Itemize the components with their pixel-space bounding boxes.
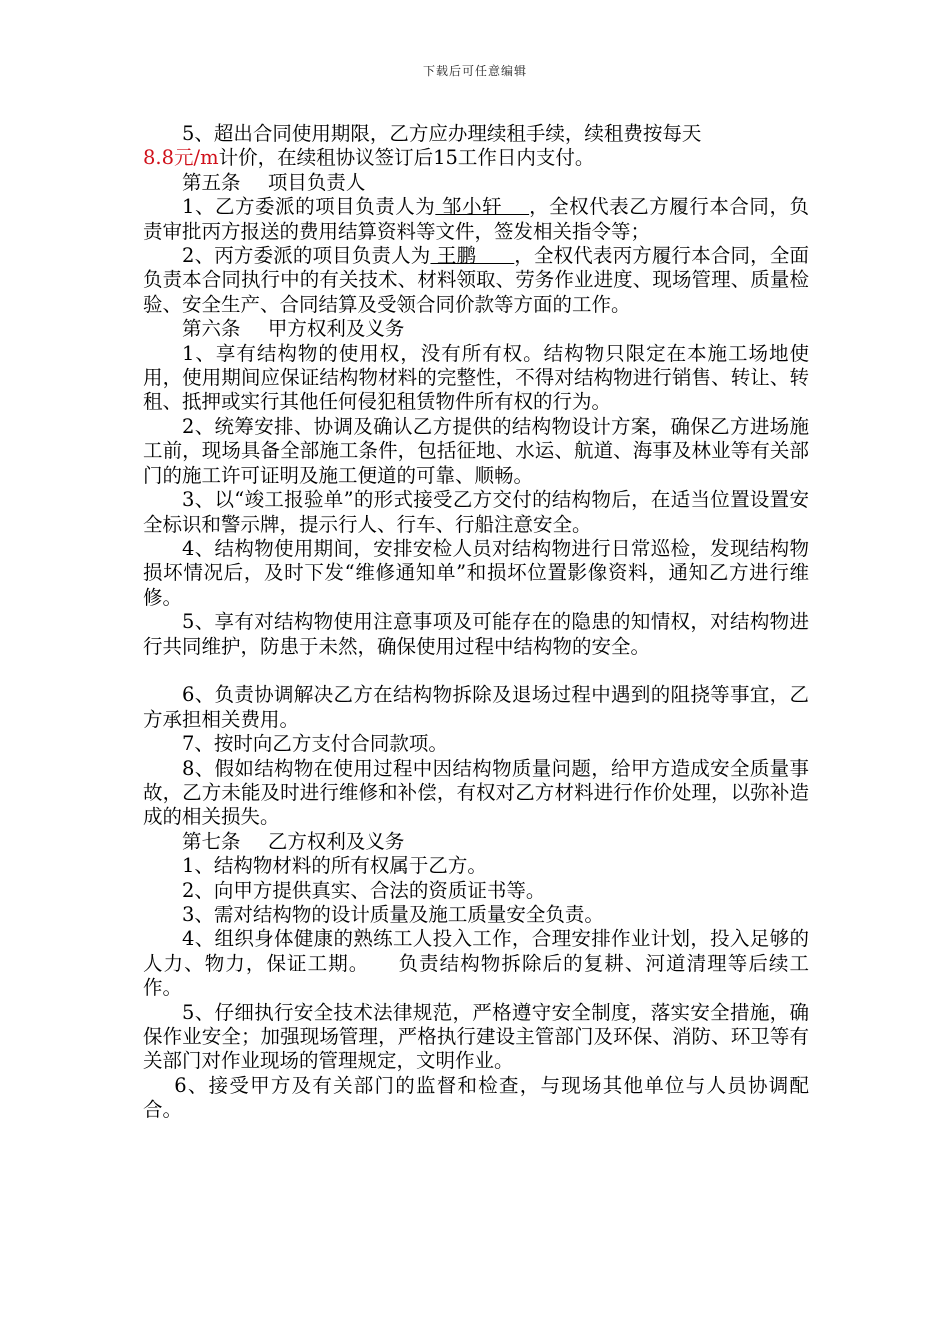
article-5-heading: 第五条 项目负责人 bbox=[182, 170, 366, 194]
article-7-item: 5、仔细执行安全技术法律规范，严格遵守安全制度，落实安全措施，确保作业安全；加强现场管理，严格执行建设主管部门及环保、消防、环卫等有关部门对作业现场的管理规定，文明作业。 bbox=[143, 1000, 809, 1073]
article-7-item: 6、接受甲方及有关部门的监督和检查，与现场其他单位与人员协调配合。 bbox=[143, 1073, 809, 1122]
article-7-item: 2、向甲方提供真实、合法的资质证书等。 bbox=[182, 878, 546, 902]
clause-renewal: 5、超出合同使用期限，乙方应办理续租手续，续租费按每天 8.8元/m计价，在续租协议签订后15工作日内支付。 bbox=[143, 122, 702, 170]
article-6-item: 3、以“竣工报验单”的形式接受乙方交付的结构物后，在适当位置设置安全标识和警示牌，提示行人、行车、行船注意安全。 bbox=[143, 488, 809, 536]
article-7-item: 3、需对结构物的设计质量及施工质量安全负责。 bbox=[182, 902, 604, 926]
article-7-item: 4、组织身体健康的熟练工人投入工作，合理安排作业计划，投入足够的人力、物力，保证工期。 负责结构物拆除后的复耕、河道清理等后续工作。 bbox=[143, 927, 809, 1000]
article-5-item-1: 1、乙方委派的项目负责人为 邹小轩 ，全权代表乙方履行本合同，负责审批丙方报送的费用结算资料等文件，签发相关指令等； bbox=[143, 195, 809, 243]
article-5-item-2: 2、丙方委派的项目负责人为 王鹏 ，全权代表丙方履行本合同，全面负责本合同执行中的有关技术、材料领取、劳务作业进度、现场管理、质量检验、安全生产、合同结算及受领合同价款等方面的工作。 bbox=[143, 244, 809, 316]
party-c-manager-name: 王鹏 bbox=[430, 244, 515, 268]
article-6-item: 1、享有结构物的使用权，没有所有权。结构物只限定在本施工场地使用，使用期间应保证结构物材料的完整性，不得对结构物进行销售、转让、转租、抵押或实行其他任何侵犯租赁物件所有权的行为。 bbox=[143, 341, 809, 414]
document-body bbox=[143, 122, 809, 1123]
article-7-item: 1、结构物材料的所有权属于乙方。 bbox=[182, 854, 487, 878]
page-header: 下载后可任意编辑 bbox=[422, 64, 527, 78]
party-b-manager-name: 邹小轩 bbox=[435, 195, 530, 219]
renewal-rate: 8.8元/m bbox=[143, 146, 219, 170]
article-6-heading: 第六条 甲方权利及义务 bbox=[182, 317, 405, 341]
article-6-item: 8、假如结构物在使用过程中因结构物质量问题，给甲方造成安全质量事故，乙方未能及时进行维修和补偿，有权对乙方材料进行作价处理，以弥补造成的相关损失。 bbox=[143, 756, 809, 829]
article-7-heading: 第七条 乙方权利及义务 bbox=[182, 829, 405, 853]
article-6-item: 5、享有对结构物使用注意事项及可能存在的隐患的知情权，对结构物进行共同维护，防患于未然，确保使用过程中结构物的安全。 bbox=[143, 610, 809, 658]
article-6-item: 7、按时向乙方支付合同款项。 bbox=[182, 732, 448, 756]
article-6-item: 2、统筹安排、协调及确认乙方提供的结构物设计方案，确保乙方进场施工前，现场具备全部施工条件，包括征地、水运、航道、海事及林业等有关部门的施工许可证明及施工便道的可靠、顺畅。 bbox=[143, 414, 809, 487]
article-6-item: 6、负责协调解决乙方在结构物拆除及退场过程中遇到的阻挠等事宜，乙方承担相关费用。 bbox=[143, 683, 809, 731]
blank-line bbox=[143, 659, 809, 683]
article-6-item: 4、结构物使用期间，安排安检人员对结构物进行日常巡检，发现结构物损坏情况后，及时下发“维修通知单”和损坏位置影像资料，通知乙方进行维修。 bbox=[143, 536, 809, 609]
